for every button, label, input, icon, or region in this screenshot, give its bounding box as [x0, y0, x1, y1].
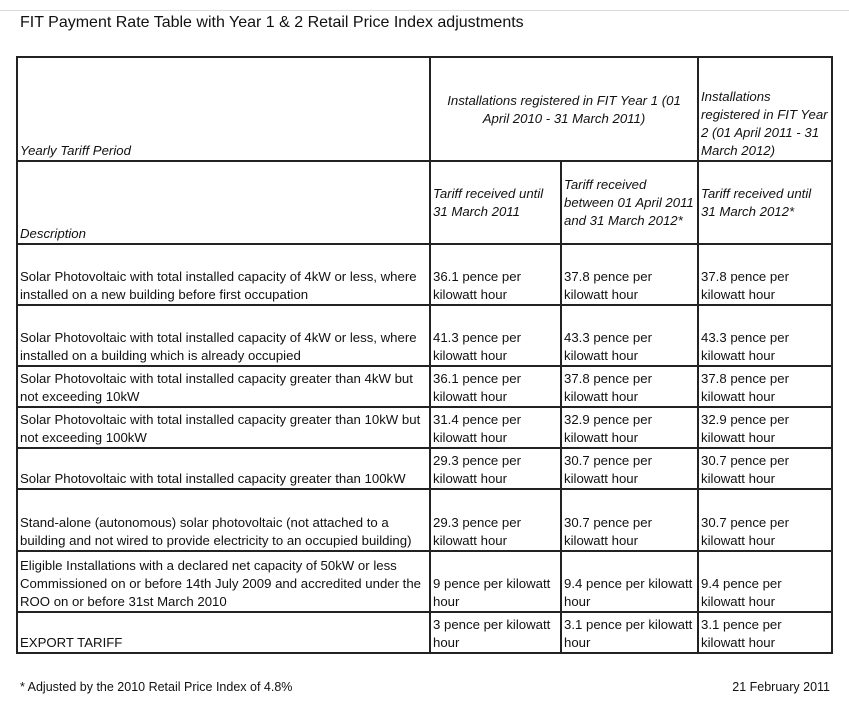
page-title: FIT Payment Rate Table with Year 1 & 2 Retail Price Index adjustments [20, 14, 524, 31]
row-description: Eligible Installations with a declared net capacity of 50kW or less Commissioned on or before 14th July 2009 and accredited under the ROO on or before 31st March 2010 [17, 551, 430, 612]
row-tariff-3: 30.7 pence per kilowatt hour [698, 448, 832, 489]
row-tariff-2: 30.7 pence per kilowatt hour [561, 489, 698, 551]
row-tariff-3: 3.1 pence per kilowatt hour [698, 612, 832, 653]
year1-header: Installations registered in FIT Year 1 (01 April 2010 - 31 March 2011) [430, 57, 698, 161]
table-row [17, 244, 832, 305]
description-label: Description [17, 161, 430, 244]
table-row [17, 448, 832, 489]
fit-rate-table [16, 56, 833, 654]
row-tariff-2: 37.8 pence per kilowatt hour [561, 366, 698, 407]
top-rule [0, 10, 849, 11]
row-description: Solar Photovoltaic with total installed capacity greater than 4kW but not exceeding 10kW [17, 366, 430, 407]
yearly-tariff-period-label: Yearly Tariff Period [17, 57, 430, 161]
row-tariff-2: 3.1 pence per kilowatt hour [561, 612, 698, 653]
row-tariff-1: 36.1 pence per kilowatt hour [430, 244, 561, 305]
document-date: 21 February 2011 [732, 680, 830, 694]
row-tariff-1: 29.3 pence per kilowatt hour [430, 489, 561, 551]
row-tariff-3: 37.8 pence per kilowatt hour [698, 244, 832, 305]
row-tariff-3: 32.9 pence per kilowatt hour [698, 407, 832, 448]
row-tariff-2: 32.9 pence per kilowatt hour [561, 407, 698, 448]
row-description: EXPORT TARIFF [17, 612, 430, 653]
footnote: * Adjusted by the 2010 Retail Price Index of 4.8% [20, 680, 293, 694]
col-tariff-until-2011: Tariff received until 31 March 2011 [430, 161, 561, 244]
table-row [17, 407, 832, 448]
row-tariff-2: 37.8 pence per kilowatt hour [561, 244, 698, 305]
row-tariff-3: 9.4 pence per kilowatt hour [698, 551, 832, 612]
col-tariff-between-2011-2012: Tariff received between 01 April 2011 and 31 March 2012* [561, 161, 698, 244]
row-tariff-1: 31.4 pence per kilowatt hour [430, 407, 561, 448]
row-tariff-2: 9.4 pence per kilowatt hour [561, 551, 698, 612]
row-tariff-1: 29.3 pence per kilowatt hour [430, 448, 561, 489]
row-description: Solar Photovoltaic with total installed capacity greater than 10kW but not exceeding 100kW [17, 407, 430, 448]
table-row [17, 489, 832, 551]
header-row-period [17, 57, 832, 161]
row-tariff-2: 43.3 pence per kilowatt hour [561, 305, 698, 366]
row-tariff-1: 41.3 pence per kilowatt hour [430, 305, 561, 366]
row-description: Solar Photovoltaic with total installed capacity of 4kW or less, where installed on a new building before first occupation [17, 244, 430, 305]
row-tariff-3: 37.8 pence per kilowatt hour [698, 366, 832, 407]
table-row [17, 551, 832, 612]
row-description: Solar Photovoltaic with total installed capacity of 4kW or less, where installed on a building which is already occupied [17, 305, 430, 366]
row-description: Stand-alone (autonomous) solar photovoltaic (not attached to a building and not wired to provide electricity to an occupied building) [17, 489, 430, 551]
row-description: Solar Photovoltaic with total installed capacity greater than 100kW [17, 448, 430, 489]
header-row-description [17, 161, 832, 244]
row-tariff-1: 36.1 pence per kilowatt hour [430, 366, 561, 407]
table-row [17, 612, 832, 653]
row-tariff-3: 43.3 pence per kilowatt hour [698, 305, 832, 366]
year2-header: Installations registered in FIT Year 2 (01 April 2011 - 31 March 2012) [698, 57, 832, 161]
row-tariff-2: 30.7 pence per kilowatt hour [561, 448, 698, 489]
col-tariff-until-2012: Tariff received until 31 March 2012* [698, 161, 832, 244]
row-tariff-1: 3 pence per kilowatt hour [430, 612, 561, 653]
table-row [17, 305, 832, 366]
table-row [17, 366, 832, 407]
row-tariff-1: 9 pence per kilowatt hour [430, 551, 561, 612]
row-tariff-3: 30.7 pence per kilowatt hour [698, 489, 832, 551]
